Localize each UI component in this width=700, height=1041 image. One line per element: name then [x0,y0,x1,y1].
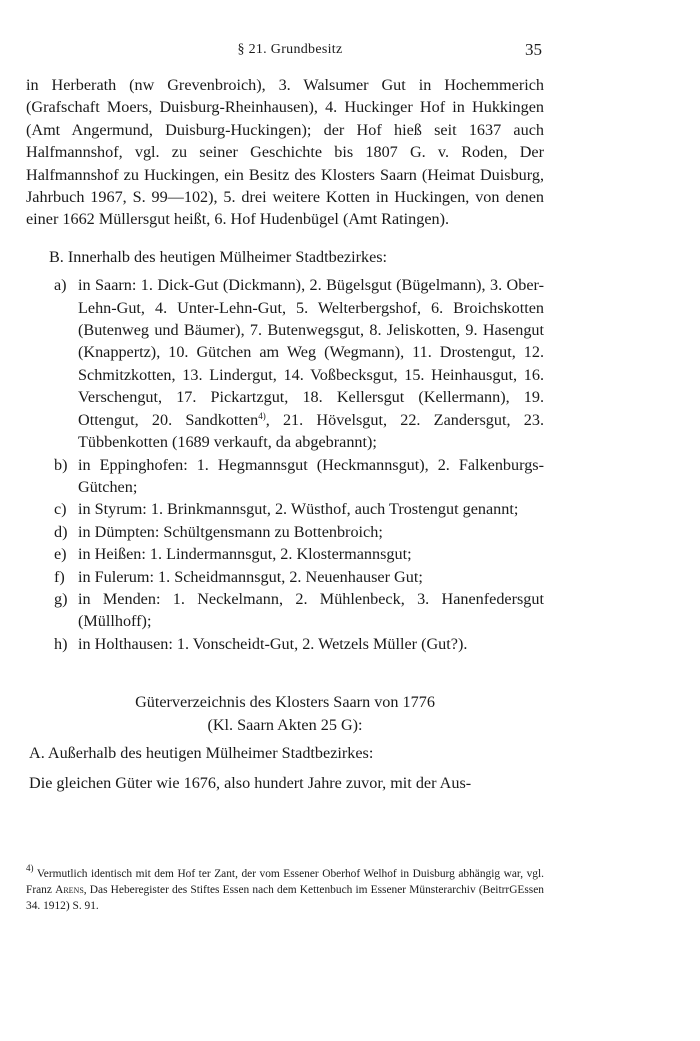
footnote-author: Arens [55,884,84,896]
list-item-text: in Heißen: 1. Lindermannsgut, 2. Klostermannsgut; [78,545,412,564]
estate-list [54,274,544,655]
running-title: § 21. Grundbesitz [237,42,343,57]
list-item-text: in Menden: 1. Neckelmann, 2. Mühlenbeck, 3. Hanenfedersgut (Müllhoff); [78,589,544,631]
list-item-mark: e) [54,545,67,564]
section-b-heading: B. Innerhalb des heutigen Mülheimer Stadtbezirkes: [49,247,388,266]
inventory-heading-line-2: (Kl. Saarn Akten 25 G): [207,715,363,734]
inventory-heading [26,691,544,736]
list-item [54,566,544,588]
list-item-text: in Dümpten: Schültgensmann zu Bottenbroich; [78,522,383,541]
main-text [26,74,544,795]
intro-paragraph: in Herberath (nw Grevenbroich), 3. Walsumer Gut in Hochemmerich (Grafschaft Moers, Duisburg-Rheinhausen), 4. Huckinger Hof in Hukkingen (Amt Angermund, Duisburg-Huckingen); der Hof hieß seit 1637 auch Halfmannshof, vgl. zu seiner Geschichte bis 1807 G. v. Roden, Der Halfmannshof zu Huckingen, ein Besitz des Klosters Saarn (Heimat Duisburg, Jahrbuch 1967, S. 99—102), 5. drei weitere Kotten in Huckingen, von denen einer 1662 Müllersgut heißt, 6. Hof Hudenbügel (Amt Ratingen). [26,76,544,229]
list-item [54,588,544,633]
list-item-mark: h) [54,634,68,653]
footnote-reference: 4) [258,410,266,421]
list-item-text: in Eppinghofen: 1. Hegmannsgut (Heckmannsgut), 2. Falkenburgs-Gütchen; [78,455,544,496]
footnote-text: Vermutlich identisch mit dem Hof ter Zant, der vom Essener Oberhof Welhof in Duisburg abhängig war, vgl. Franz [26,868,544,896]
list-item-mark: c) [54,500,67,519]
section-a-heading: A. Außerhalb des heutigen Mülheimer Stadtbezirkes: [29,743,374,762]
list-item-text: in Styrum: 1. Brinkmannsgut, 2. Wüsthof, auch Trostengut genannt; [78,500,519,519]
footnote-mark: 4) [26,863,34,873]
footnote [26,863,544,914]
list-item-text-continued: , 21. Hövelsgut, 22. Zandersgut, 23. Tübbenkotten (1689 verkauft, da abgebrannt); [78,410,544,452]
list-item [54,498,544,520]
list-item-mark: f) [54,567,65,586]
list-item [54,633,544,655]
inventory-heading-line-1: Güterverzeichnis des Klosters Saarn von 1776 [135,693,435,712]
list-item-text: in Holthausen: 1. Vonscheidt-Gut, 2. Wetzels Müller (Gut?). [78,634,468,653]
list-item [54,543,544,565]
list-item-mark: a) [54,276,67,295]
list-item-text: in Fulerum: 1. Scheidmannsgut, 2. Neuenhauser Gut; [78,567,423,586]
page-number: 35 [525,40,542,59]
footnote-text-continued: , Das Heberegister des Stiftes Essen nach dem Kettenbuch im Essener Münsterarchiv (BeitrrGEssen 34. 1912) S. 91. [26,884,544,912]
list-item [54,454,544,499]
list-item-mark: b) [54,455,68,474]
list-item-mark: d) [54,522,68,541]
running-head [0,40,700,62]
closing-line: Die gleichen Güter wie 1676, also hundert Jahre zuvor, mit der Aus- [29,774,472,793]
list-item-mark: g) [54,589,68,608]
list-item [54,521,544,543]
list-item-text: in Saarn: 1. Dick-Gut (Dickmann), 2. Bügelsgut (Bügelmann), 3. Ober-Lehn-Gut, 4. Unter-Lehn-Gut, 5. Welterbergshof, 6. Broichskotten (Butenweg und Bäumer), 7. Butenwegsgut, 8. Jeliskotten, 9. Hasengut (Knappertz), 10. Gütchen am Weg (Wegmann), 11. Drostengut, 12. Schmitzkotten, 13. Lindergut, 14. Voßbecksgut, 15. Heinhausgut, 16. Verschengut, 17. Pickartzgut, 18. Kellersgut (Kellermann), 19. Ottengut, 20. Sandkotten [78,276,544,429]
list-item [54,274,544,453]
